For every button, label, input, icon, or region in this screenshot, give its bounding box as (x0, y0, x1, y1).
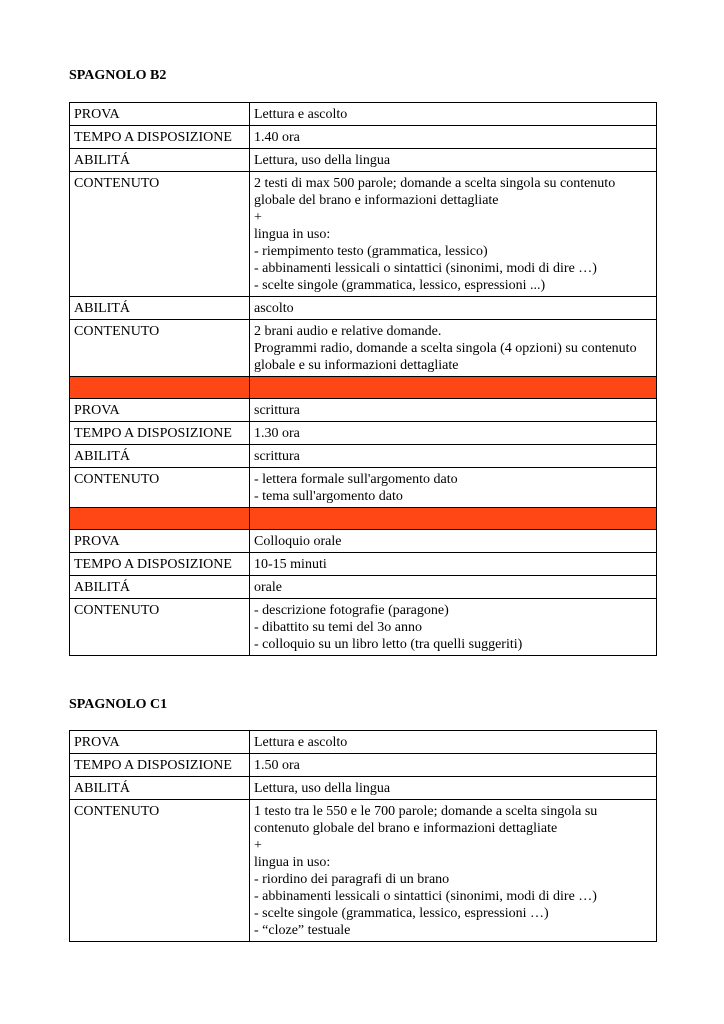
separator-row (70, 508, 657, 530)
table-row (70, 731, 657, 754)
row-value: 1.40 ora (250, 126, 657, 149)
row-value: Lettura, uso della lingua (250, 149, 657, 172)
table-row (70, 172, 657, 297)
row-label: CONTENUTO (70, 800, 250, 942)
exam-table-c1 (69, 730, 657, 942)
row-label: PROVA (70, 103, 250, 126)
row-label: CONTENUTO (70, 599, 250, 656)
table-row (70, 468, 657, 508)
table-row (70, 576, 657, 599)
row-value: 1 testo tra le 550 e le 700 parole; domande a scelta singola su contenuto globale del brano e informazioni dettagliate + lingua in uso: - riordino dei paragrafi di un brano - abbinamenti lessicali o sintattici (sinonimi, modi di dire …) - scelte singole (grammatica, lessico, espressioni …) - “cloze” testuale (250, 800, 657, 942)
separator-row (70, 377, 657, 399)
row-label: ABILITÁ (70, 149, 250, 172)
row-value: Lettura e ascolto (250, 103, 657, 126)
section-title-c1: SPAGNOLO C1 (69, 697, 168, 712)
table-row (70, 530, 657, 553)
row-label: PROVA (70, 399, 250, 422)
row-value: orale (250, 576, 657, 599)
row-value: 10-15 minuti (250, 553, 657, 576)
section-title-b2: SPAGNOLO B2 (69, 68, 167, 83)
table-row (70, 149, 657, 172)
separator-cell (250, 377, 657, 399)
row-label: PROVA (70, 731, 250, 754)
table-row (70, 103, 657, 126)
row-value: - lettera formale sull'argomento dato - tema sull'argomento dato (250, 468, 657, 508)
separator-cell (70, 508, 250, 530)
row-value: scrittura (250, 445, 657, 468)
row-label: TEMPO A DISPOSIZIONE (70, 422, 250, 445)
table-row (70, 777, 657, 800)
row-label: CONTENUTO (70, 172, 250, 297)
row-value: 1.30 ora (250, 422, 657, 445)
row-value: - descrizione fotografie (paragone) - dibattito su temi del 3o anno - colloquio su un libro letto (tra quelli suggeriti) (250, 599, 657, 656)
row-label: CONTENUTO (70, 320, 250, 377)
row-label: ABILITÁ (70, 777, 250, 800)
table-row (70, 297, 657, 320)
table-row (70, 800, 657, 942)
table-row (70, 445, 657, 468)
row-value: 1.50 ora (250, 754, 657, 777)
table-row (70, 599, 657, 656)
row-value: scrittura (250, 399, 657, 422)
row-value: 2 testi di max 500 parole; domande a scelta singola su contenuto globale del brano e informazioni dettagliate + lingua in uso: - riempimento testo (grammatica, lessico) - abbinamenti lessicali o sintattici (sinonimi, modi di dire …) - scelte singole (grammatica, lessico, espressioni ...) (250, 172, 657, 297)
table-row (70, 126, 657, 149)
table-row (70, 399, 657, 422)
separator-cell (70, 377, 250, 399)
row-label: ABILITÁ (70, 576, 250, 599)
row-value: Lettura e ascolto (250, 731, 657, 754)
row-label: CONTENUTO (70, 468, 250, 508)
row-label: PROVA (70, 530, 250, 553)
separator-cell (250, 508, 657, 530)
table-row (70, 754, 657, 777)
table-row (70, 422, 657, 445)
exam-table-b2 (69, 102, 657, 656)
row-value: ascolto (250, 297, 657, 320)
row-value: Lettura, uso della lingua (250, 777, 657, 800)
table-row (70, 553, 657, 576)
row-value: 2 brani audio e relative domande. Programmi radio, domande a scelta singola (4 opzioni) su contenuto globale e su informazioni dettagliate (250, 320, 657, 377)
row-label: ABILITÁ (70, 445, 250, 468)
table-row (70, 320, 657, 377)
row-value: Colloquio orale (250, 530, 657, 553)
row-label: TEMPO A DISPOSIZIONE (70, 126, 250, 149)
row-label: TEMPO A DISPOSIZIONE (70, 553, 250, 576)
row-label: TEMPO A DISPOSIZIONE (70, 754, 250, 777)
row-label: ABILITÁ (70, 297, 250, 320)
